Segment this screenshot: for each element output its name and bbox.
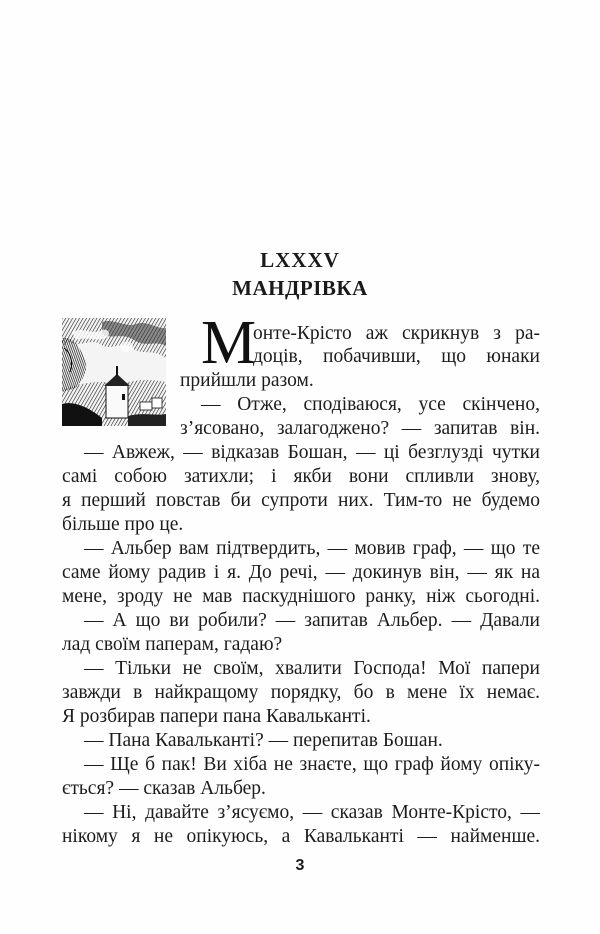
text-line: ється? — сказав Альбер. — [62, 778, 266, 799]
chapter-title: МАНДРІВКА — [232, 276, 368, 300]
text-line: онте-Крісто аж скрикнув з ра- — [253, 323, 540, 344]
text-line: — Авжеж, — відказав Бошан, — ці безглузді чутки — [84, 442, 540, 463]
chapter-illustration-image — [62, 318, 166, 426]
text-line: більше про це. — [62, 514, 184, 535]
text-line: — Ні, давайте з’ясуємо, — сказав Монте-Крісто, — — [84, 802, 540, 823]
text-line: — Тільки не своїм, хвалити Господа! Мої папери — [84, 658, 540, 679]
text-line: я перший повстав би супроти них. Тим-то не будемо — [62, 490, 540, 511]
text-line: мене, зроду не мав паскуднішого ранку, ніж сьогодні. — [62, 586, 540, 607]
text-line: Я розбирав папери пана Кавальканті. — [62, 706, 371, 727]
text-line: лад своїм паперам, гадаю? — [62, 634, 283, 655]
text-line: саме йому радив і я. До речі, — докинув він, — як на — [62, 562, 540, 583]
text-line: прийшли разом. — [180, 370, 314, 391]
text-line: — Отже, сподіваюся, усе скінчено, — [201, 394, 540, 415]
text-line: нікому я не опікуюсь, а Кавальканті — найменше. — [62, 826, 540, 847]
chapter-number: LXXXV — [260, 248, 340, 272]
drop-cap-letter: М — [201, 309, 257, 377]
text-line: завжди в найкращому порядку, бо в мене їх немає. — [62, 682, 540, 703]
text-line: з’ясовано, залагоджено? — запитав він. — [180, 418, 540, 439]
text-line: — Альбер вам підтвердить, — мовив граф, — що те — [84, 538, 540, 559]
text-line: — Ще б пак! Ви хіба не знаєте, що граф йому опіку- — [84, 754, 540, 775]
page-number: 3 — [295, 857, 305, 874]
text-line: — А що ви робили? — запитав Альбер. — Давали — [84, 610, 540, 631]
text-line: самі собою затихли; і якби вони спливли знову, — [62, 466, 540, 487]
text-line: — Пана Кавальканті? — перепитав Бошан. — [84, 730, 443, 751]
text-line: доцiв, побачивши, що юнаки — [253, 346, 540, 367]
